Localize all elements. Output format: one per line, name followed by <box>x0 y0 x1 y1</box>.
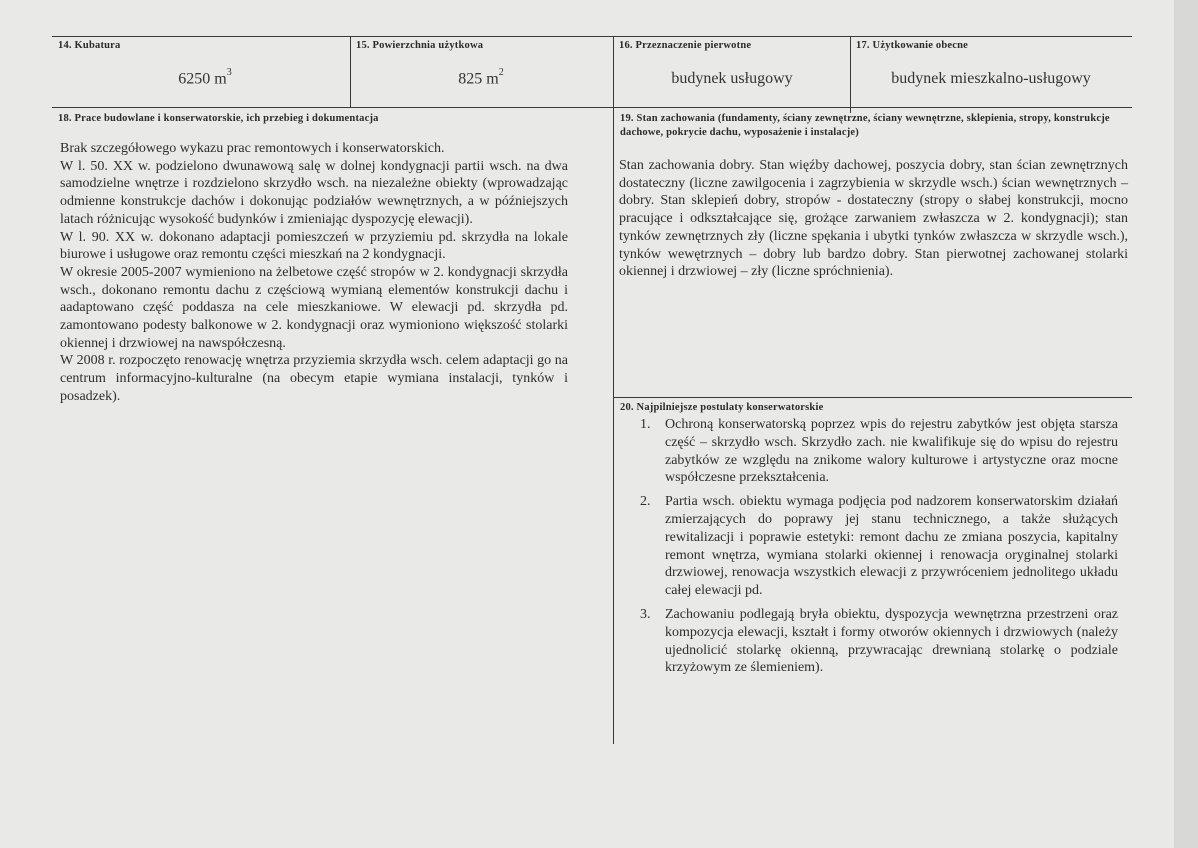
stan-label: 19. Stan zachowania (fundamenty, ściany zewnętrzne, ściany wewnętrzne, sklepienia, stropy, konstrukcje dachowe, pokrycie dachu, wyposażenie i instalacje) <box>620 113 1110 138</box>
postulat-text: Partia wsch. obiektu wymaga podjęcia pod nadzorem konserwatorskim działań zmierzających do poprawy jej stanu technicznego, a także służących rewitalizacji i poprawie estetyki: remont dachu ze zmiana poszycia, kapitalny remont wnętrza, wymiana stolarki okiennej i renowacja oryginalnej stolarki drzwiowej, renowacja wszystkich elewacji z przywróceniem jednolitego układu całej elewacji pd. <box>665 494 1118 599</box>
postulaty-list <box>620 416 1118 683</box>
section-20-divider <box>613 397 1132 398</box>
kubatura-value <box>130 69 280 88</box>
col-divider-2 <box>613 36 614 744</box>
postulat-item <box>620 606 1118 677</box>
uzytkowanie-value: budynek mieszkalno-usługowy <box>891 70 1091 87</box>
powierzchnia-unit-sup: 2 <box>498 67 504 78</box>
postulat-number: 1. <box>640 417 651 432</box>
prace-text <box>60 140 568 406</box>
postulat-number: 2. <box>640 494 651 510</box>
przeznaczenie-label: 16. Przeznaczenie pierwotne <box>619 40 752 51</box>
postulaty-label: 20. Najpilniejsze postulaty konserwatorskie <box>620 402 824 413</box>
prace-paragraph: Brak szczegółowego wykazu prac remontowych i konserwatorskich. <box>60 141 445 156</box>
prace-paragraph: W l. 90. XX w. dokonano adaptacji pomieszczeń w przyziemiu pd. skrzydła na lokale biurowe i usługowe oraz remontu części mieszkań na 2 kondygnacji. <box>60 229 568 263</box>
kubatura-unit-sup: 3 <box>226 67 232 78</box>
stan-text: Stan zachowania dobry. Stan więźby dachowej, poszycia dobry, stan ścian zewnętrznych dostateczny (liczne zawilgocenia i zagrzybienia w skrzydle wsch.) ścian wewnętrznych – dobry. Stan sklepień dobry, stropów - dostateczny (stropy o słabej konstrukcji, mocno pracujące i odkształcające się, grożące zarwaniem zwłaszcza w 2. kondygnacji); stan tynków zewnętrznych zły (liczne spękania i ubytki tynków zwłaszcza w skrzydle wsch.), tynków wewętrznych – dobry lub bardzo dobry. Stan pierwotnej zachowanej stolarki okiennej i drzwiowej – zły (liczne spróchnienia). <box>619 158 1128 280</box>
top-border <box>52 36 1132 37</box>
powierzchnia-label: 15. Powierzchnia użytkowa <box>356 40 484 51</box>
powierzchnia-value <box>406 69 556 88</box>
row-divider <box>52 107 1132 108</box>
postulat-text: Ochroną konserwatorską poprzez wpis do rejestru zabytków jest objęta starsza część – skrzydło wsch. Skrzydło zach. nie kwalifikuje się do wpisu do rejestru zabytków ze względu na znikome walory kulturowe i artystyczne oraz mocne współczesne przekształcenia. <box>665 417 1118 486</box>
scan-edge-shadow <box>1174 0 1198 848</box>
prace-paragraph: W okresie 2005-2007 wymieniono na żelbetowe część stropów w 2. kondygnacji skrzydła wsch., dokonano remontu dachu z częściową wymianą elementów konstrukcji dachu i aadaptowano część poddasza na cele mieszkaniowe. W elewacji pd. skrzydła pd. zamontowano podesty balkonowe w 2. kondygnacji oraz wymioniono większość stolarki okiennej i drzwiowej na nawspółczesną. <box>60 264 568 351</box>
przeznaczenie-value: budynek usługowy <box>671 70 793 87</box>
uzytkowanie-label: 17. Użytkowanie obecne <box>856 40 969 51</box>
col-divider-1 <box>350 36 351 107</box>
prace-paragraph: W 2008 r. rozpoczęto renowację wnętrza przyziemia skrzydła wsch. celem adaptacji go na centrum informacyjno-kulturalne (na obecym etapie wymiana instalacji, tynków i posadzek). <box>60 353 568 404</box>
postulat-item <box>620 493 1118 600</box>
postulat-text: Zachowaniu podlegają bryła obiektu, dyspozycja wewnętrzna przestrzeni oraz kompozycja elewacji, kształt i formy otworów okiennych i drzwiowych (należy ujednolicić stolarkę okienną, przywracając drewnianą stolarkę o podziale krzyżowym ze ślemieniem). <box>665 606 1118 676</box>
prace-label: 18. Prace budowlane i konserwatorskie, ich przebieg i dokumentacja <box>58 113 379 124</box>
postulat-number: 3. <box>640 606 651 622</box>
kubatura-number: 6250 m <box>178 70 227 88</box>
prace-paragraph: W l. 50. XX w. podzielono dwunawową salę w dolnej kondygnacji partii wsch. na dwa samodzielne wnętrze i rozdzielono skrzydło wsch. na niezależne obiekty (wprowadzając odmienne konstrukcje dachów i dokonując podziałów wewnętrznych, a w późniejszych latach różnicując wysokość budynków i zmieniając dyspozycję elewacji). <box>60 158 568 227</box>
postulat-item <box>620 416 1118 487</box>
powierzchnia-number: 825 m <box>458 70 499 88</box>
kubatura-label: 14. Kubatura <box>58 40 121 51</box>
